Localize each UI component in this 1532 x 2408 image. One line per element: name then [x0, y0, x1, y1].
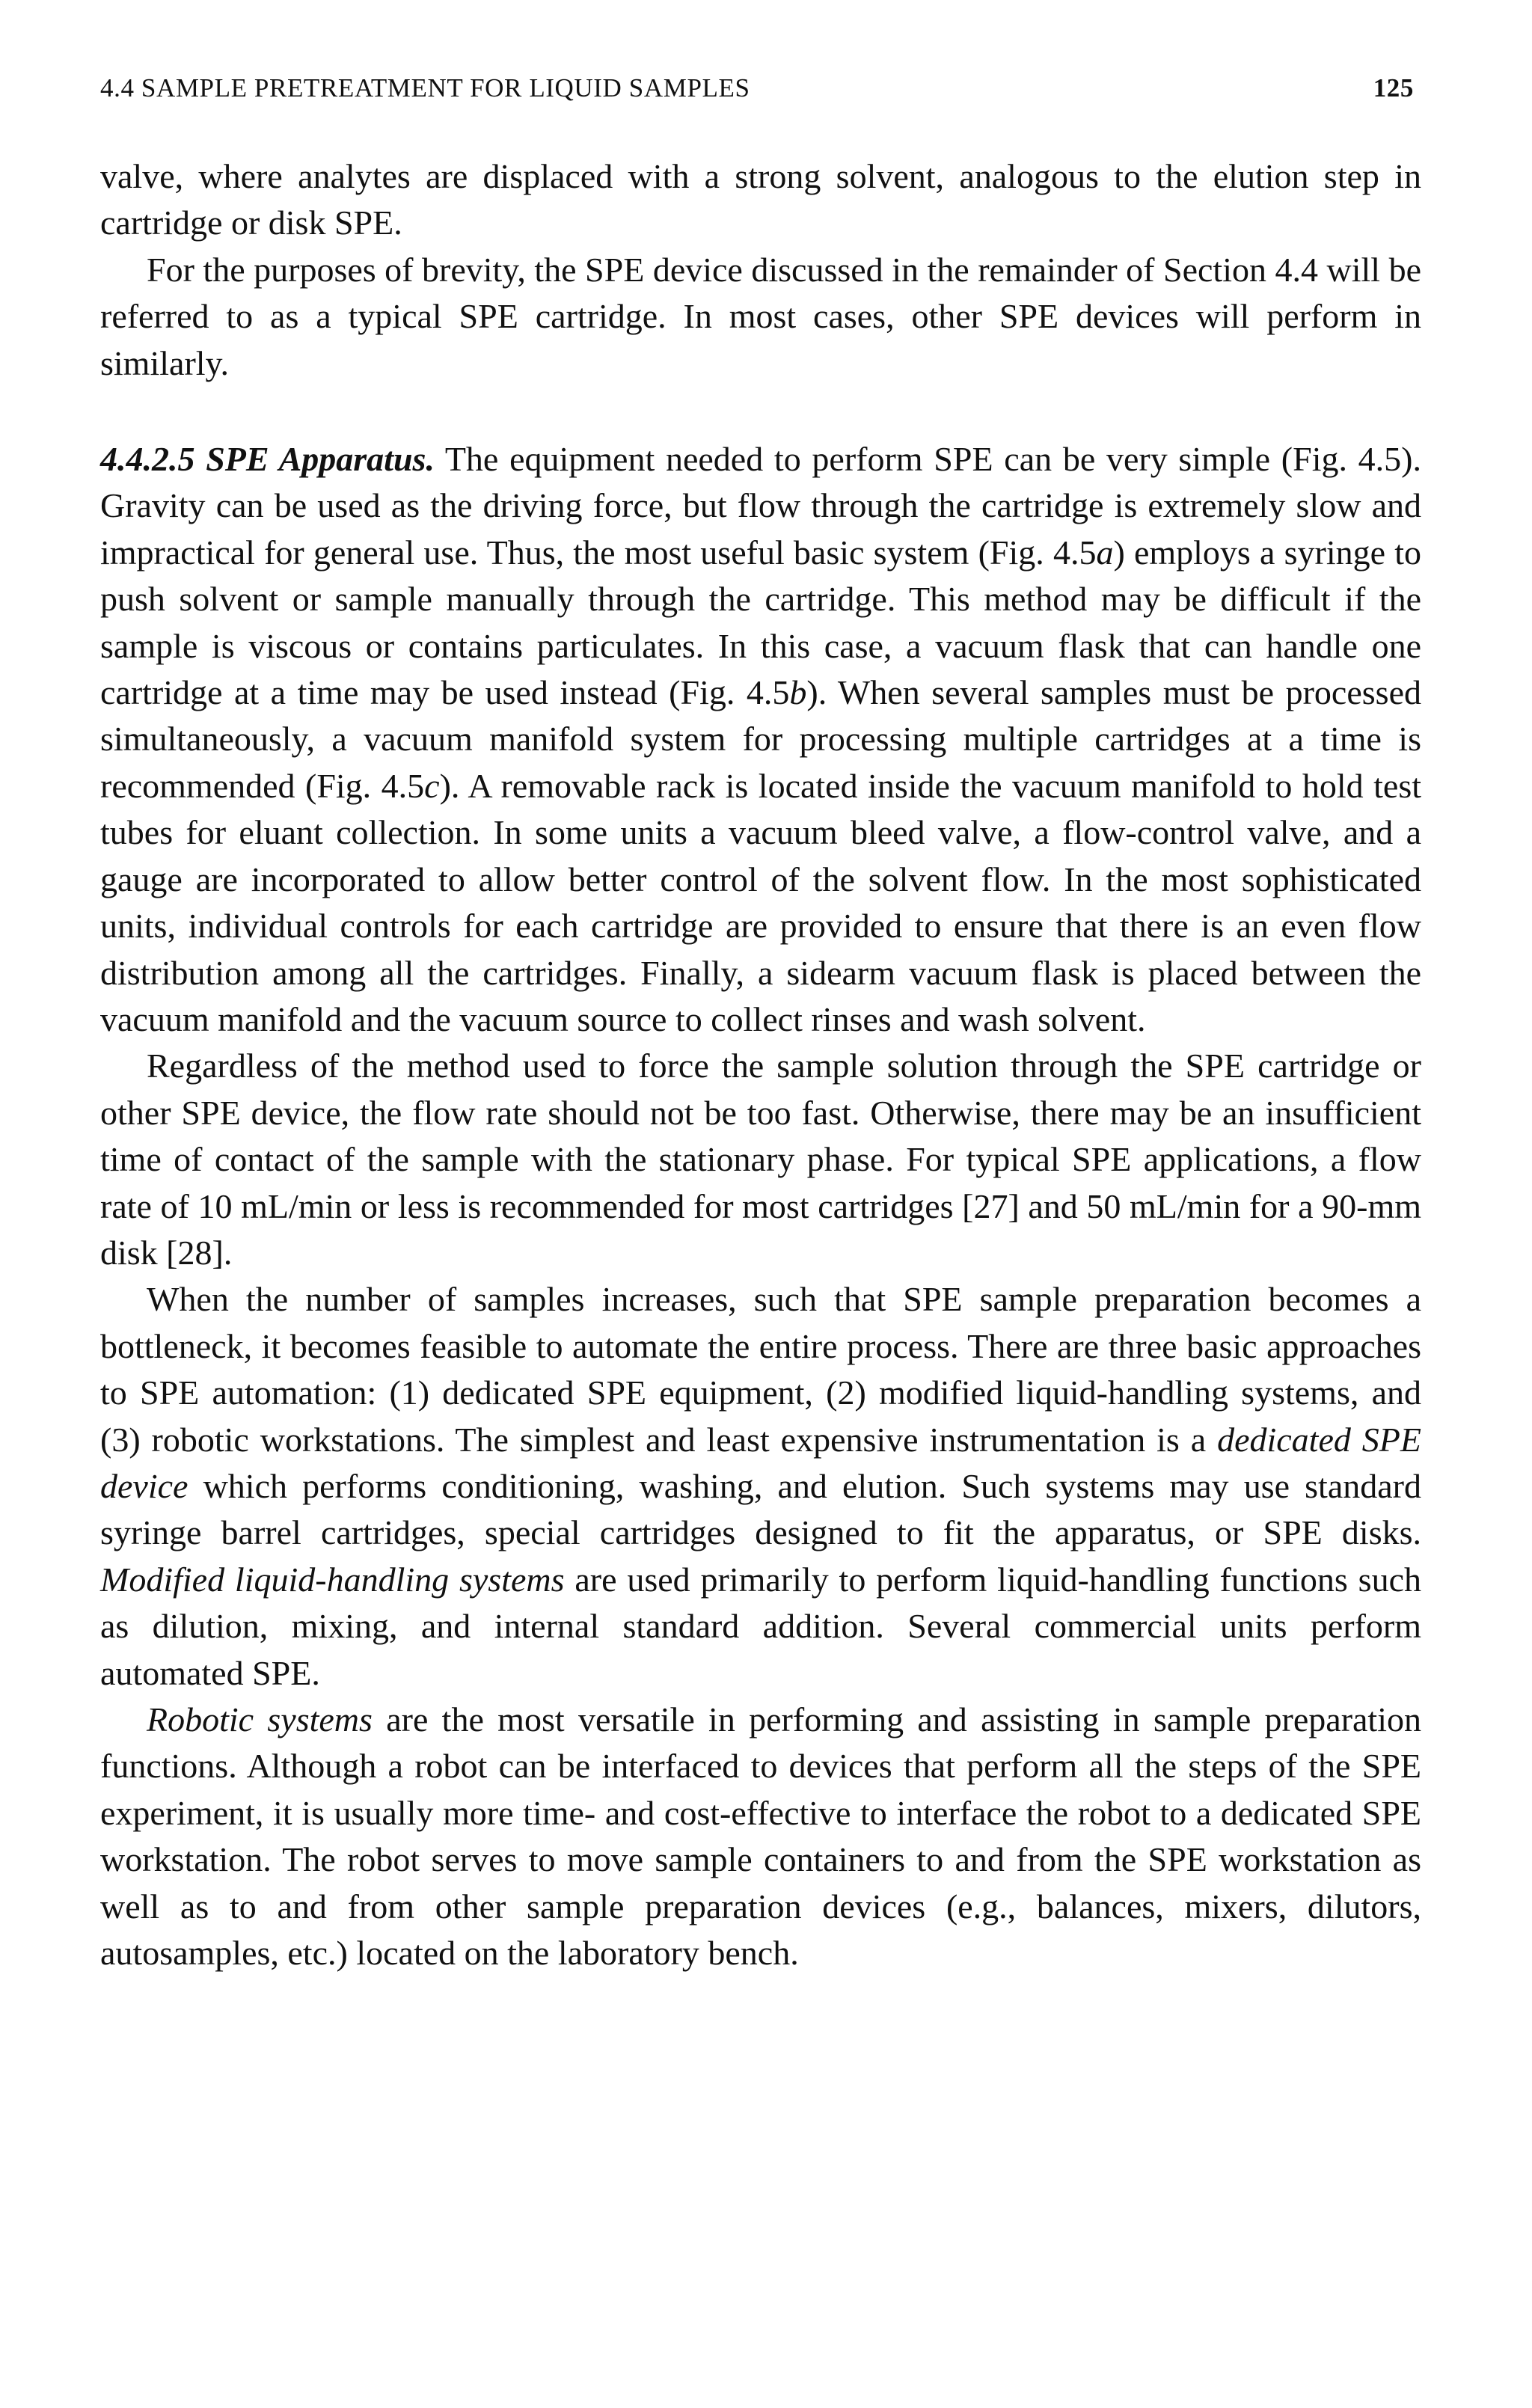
paragraph-text: are used primarily to perform liquid-handling functions such as dilution, mixing, and internal standard addition. Several commercial units perform automated SPE. [100, 1560, 1421, 1692]
running-head [100, 75, 1421, 101]
figure-part-label: a [1096, 533, 1114, 572]
page-number: 125 [1373, 73, 1414, 102]
paragraph-text: ). When several samples must be processed simultaneously, a vacuum manifold system for processing multiple cartridges at a time is recommended (Fig. 4.5 [100, 673, 1421, 805]
emphasis-term: dedicated SPE device [100, 1420, 1421, 1505]
book-page [100, 75, 1421, 1976]
paragraph-continuation [100, 153, 1421, 247]
figure-part-label: c [424, 766, 440, 805]
emphasis-term: Modified liquid-handling systems [100, 1560, 565, 1599]
paragraph-text: are the most versatile in performing and assisting in sample preparation functions. Although a robot can be interfaced to devices that perform all the steps of the SPE experiment, it is usually more time- and cost-effective to interface the robot to a dedicated SPE workstation. The robot serves to move sample containers to and from the SPE workstation as well as to and from other sample preparation devices (e.g., balances, mixers, dilutors, autosamples, etc.) located on the laboratory bench. [100, 1700, 1421, 1973]
paragraph-text: valve, where analytes are displaced with a strong solvent, analogous to the elution step in cartridge or disk SPE. [100, 157, 1421, 242]
emphasis-term: Robotic systems [147, 1700, 373, 1738]
section-number: 4.4.2.5 [100, 440, 195, 479]
body-text [100, 153, 1421, 1976]
paragraph-brevity [100, 247, 1421, 387]
running-head-title: 4.4 SAMPLE PRETREATMENT FOR LIQUID SAMPLES [100, 73, 750, 102]
paragraph-text: The equipment needed to perform SPE can be very simple (Fig. 4.5). Gravity can be used as the driving force, but flow through the cartridge is extremely slow and impractical for general use. Thus, the most useful basic system (Fig. 4.5 [100, 440, 1422, 572]
paragraph-automation [100, 1276, 1421, 1697]
paragraph-robotic-systems [100, 1697, 1421, 1976]
paragraph-text: For the purposes of brevity, the SPE device discussed in the remainder of Section 4.4 will be referred to as a typical SPE cartridge. In most cases, other SPE devices will perform in similarly. [100, 250, 1421, 382]
paragraph-text: ) employs a syringe to push solvent or sample manually through the cartridge. This method may be difficult if the sample is viscous or contains particulates. In this case, a vacuum flask that can handle one cartridge at a time may be used instead (Fig. 4.5 [100, 533, 1422, 712]
paragraph-text: When the number of samples increases, such that SPE sample preparation becomes a bottleneck, it becomes feasible to automate the entire process. There are three basic approaches to SPE automation: (1) dedicated SPE equipment, (2) modified liquid-handling systems, and (3) robotic workstations. The simplest and least expensive instrumentation is a [100, 1280, 1421, 1459]
paragraph-text: which performs conditioning, washing, and elution. Such systems may use standard syringe barrel cartridges, special cartridges designed to fit the apparatus, or SPE disks. [100, 1466, 1421, 1552]
paragraph-text: ). A removable rack is located inside the vacuum manifold to hold test tubes for eluant collection. In some units a vacuum bleed valve, a flow-control valve, and a gauge are incorporated to allow better control of the solvent flow. In the most sophisticated units, individual controls for each cartridge are provided to ensure that there is an even flow distribution among all the cartridges. Finally, a sidearm vacuum flask is placed between the vacuum manifold and the vacuum source to collect rinses and wash solvent. [100, 766, 1421, 1038]
paragraph-spe-apparatus [100, 436, 1421, 1043]
section-heading: SPE Apparatus. [206, 440, 435, 479]
paragraph-flow-rate [100, 1043, 1421, 1276]
paragraph-text: Regardless of the method used to force the sample solution through the SPE cartridge or other SPE device, the flow rate should not be too fast. Otherwise, there may be an insufficient time of contact of the sample with the stationary phase. For typical SPE applications, a flow rate of 10 mL/min or less is recommended for most cartridges [27] and 50 mL/min for a 90-mm disk [28]. [100, 1047, 1421, 1272]
figure-part-label: b [789, 673, 807, 712]
